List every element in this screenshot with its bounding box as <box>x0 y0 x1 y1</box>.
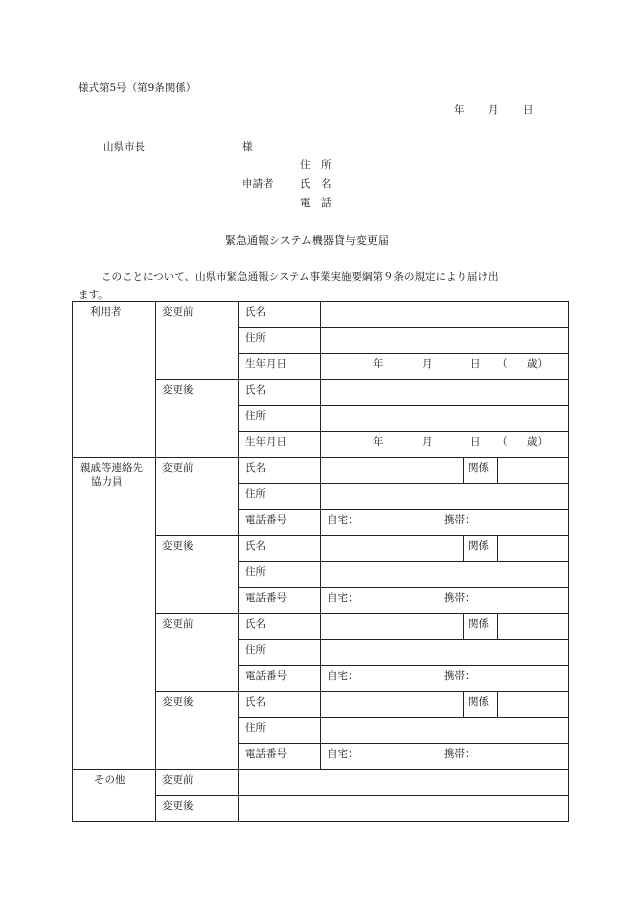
field-name-label: 氏名 <box>245 540 266 552</box>
phone-mobile-label: 携帯： <box>444 748 476 760</box>
field-address-label: 住所 <box>245 332 266 344</box>
addressee-honorific: 様 <box>242 141 253 153</box>
dob-age-open: （ <box>497 436 508 448</box>
section-other: その他 <box>94 774 126 786</box>
section-relatives-line2: 協力員 <box>91 476 123 488</box>
table-border-right <box>568 301 569 822</box>
form-number: 様式第5号（第9条関係） <box>78 82 197 94</box>
dob-age-close: 歳） <box>527 436 548 448</box>
applicant-name-label: 氏 名 <box>300 178 332 190</box>
phone-home-label: 自宅： <box>327 514 359 526</box>
row-line-section <box>72 769 568 770</box>
phone-mobile-label: 携帯： <box>444 592 476 604</box>
row-line <box>238 743 568 744</box>
relation-col-right-1 <box>497 457 498 483</box>
dob-year: 年 <box>373 358 384 370</box>
row-line <box>155 379 568 380</box>
field-name-label: 氏名 <box>245 618 266 630</box>
field-name-label: 氏名 <box>245 462 266 474</box>
intro-line-2: ます。 <box>78 289 109 301</box>
field-phone-label: 電話番号 <box>245 748 287 760</box>
field-phone-label: 電話番号 <box>245 670 287 682</box>
phone-home-label: 自宅： <box>327 748 359 760</box>
state-after-relative-1: 変更後 <box>162 540 194 552</box>
row-line <box>238 353 568 354</box>
table-border-bottom <box>72 821 568 822</box>
addressee-name: 山県市長 <box>103 141 145 153</box>
field-phone-label: 電話番号 <box>245 514 287 526</box>
applicant-phone-label: 電 話 <box>300 197 332 209</box>
dob-age-open: （ <box>497 358 508 370</box>
row-line <box>155 613 568 614</box>
field-relation-label: 関係 <box>468 696 489 708</box>
row-line-section <box>72 457 568 458</box>
state-after-relative-2: 変更後 <box>162 696 194 708</box>
applicant-address-label: 住 所 <box>300 159 332 171</box>
field-address-label: 住所 <box>245 410 266 422</box>
field-relation-label: 関係 <box>468 618 489 630</box>
relation-col-right-4 <box>497 691 498 717</box>
field-name-label: 氏名 <box>245 306 266 318</box>
field-dob-label: 生年月日 <box>245 436 287 448</box>
dob-month: 月 <box>422 358 433 370</box>
dob-age-close: 歳） <box>527 358 548 370</box>
relation-col-left-4 <box>463 691 464 717</box>
field-address-label: 住所 <box>245 722 266 734</box>
row-line <box>155 795 568 796</box>
section-user: 利用者 <box>90 306 122 318</box>
row-line <box>238 639 568 640</box>
phone-mobile-label: 携帯： <box>444 670 476 682</box>
field-address-label: 住所 <box>245 566 266 578</box>
state-after-other: 変更後 <box>162 800 194 812</box>
field-address-label: 住所 <box>245 488 266 500</box>
relation-col-right-3 <box>497 613 498 639</box>
phone-mobile-label: 携帯： <box>444 514 476 526</box>
row-line <box>238 405 568 406</box>
date-year-label: 年 <box>454 104 465 116</box>
row-line <box>238 483 568 484</box>
date-month-label: 月 <box>488 104 499 116</box>
field-dob-label: 生年月日 <box>245 358 287 370</box>
state-before-relative-2: 変更前 <box>162 618 194 630</box>
row-line <box>238 665 568 666</box>
dob-day: 日 <box>470 358 481 370</box>
field-name-label: 氏名 <box>245 384 266 396</box>
row-line <box>238 717 568 718</box>
dob-year: 年 <box>373 436 384 448</box>
relation-col-left-2 <box>463 535 464 561</box>
row-line <box>155 535 568 536</box>
intro-line-1: このことについて、山県市緊急通報システム事業実施要綱第９条の規定により届け出 <box>101 271 499 283</box>
row-line <box>238 431 568 432</box>
state-before-user: 変更前 <box>162 306 194 318</box>
phone-home-label: 自宅： <box>327 592 359 604</box>
table-border-left <box>72 301 73 822</box>
state-before-other: 変更前 <box>162 774 194 786</box>
field-phone-label: 電話番号 <box>245 592 287 604</box>
document-title: 緊急通報システム機器貸与変更届 <box>225 234 389 247</box>
field-address-label: 住所 <box>245 644 266 656</box>
phone-home-label: 自宅： <box>327 670 359 682</box>
dob-month: 月 <box>422 436 433 448</box>
field-name-label: 氏名 <box>245 696 266 708</box>
relation-col-left-1 <box>463 457 464 483</box>
applicant-label: 申請者 <box>242 178 274 190</box>
field-relation-label: 関係 <box>468 462 489 474</box>
state-after-user: 変更後 <box>162 384 194 396</box>
relation-col-left-3 <box>463 613 464 639</box>
row-line <box>155 691 568 692</box>
date-day-label: 日 <box>523 104 534 116</box>
dob-day: 日 <box>470 436 481 448</box>
row-line <box>238 587 568 588</box>
state-before-relative-1: 変更前 <box>162 462 194 474</box>
row-line <box>238 327 568 328</box>
field-relation-label: 関係 <box>468 540 489 552</box>
relation-col-right-2 <box>497 535 498 561</box>
section-relatives-line1: 親戚等連絡先 <box>80 462 143 474</box>
row-line <box>238 561 568 562</box>
row-line <box>238 509 568 510</box>
